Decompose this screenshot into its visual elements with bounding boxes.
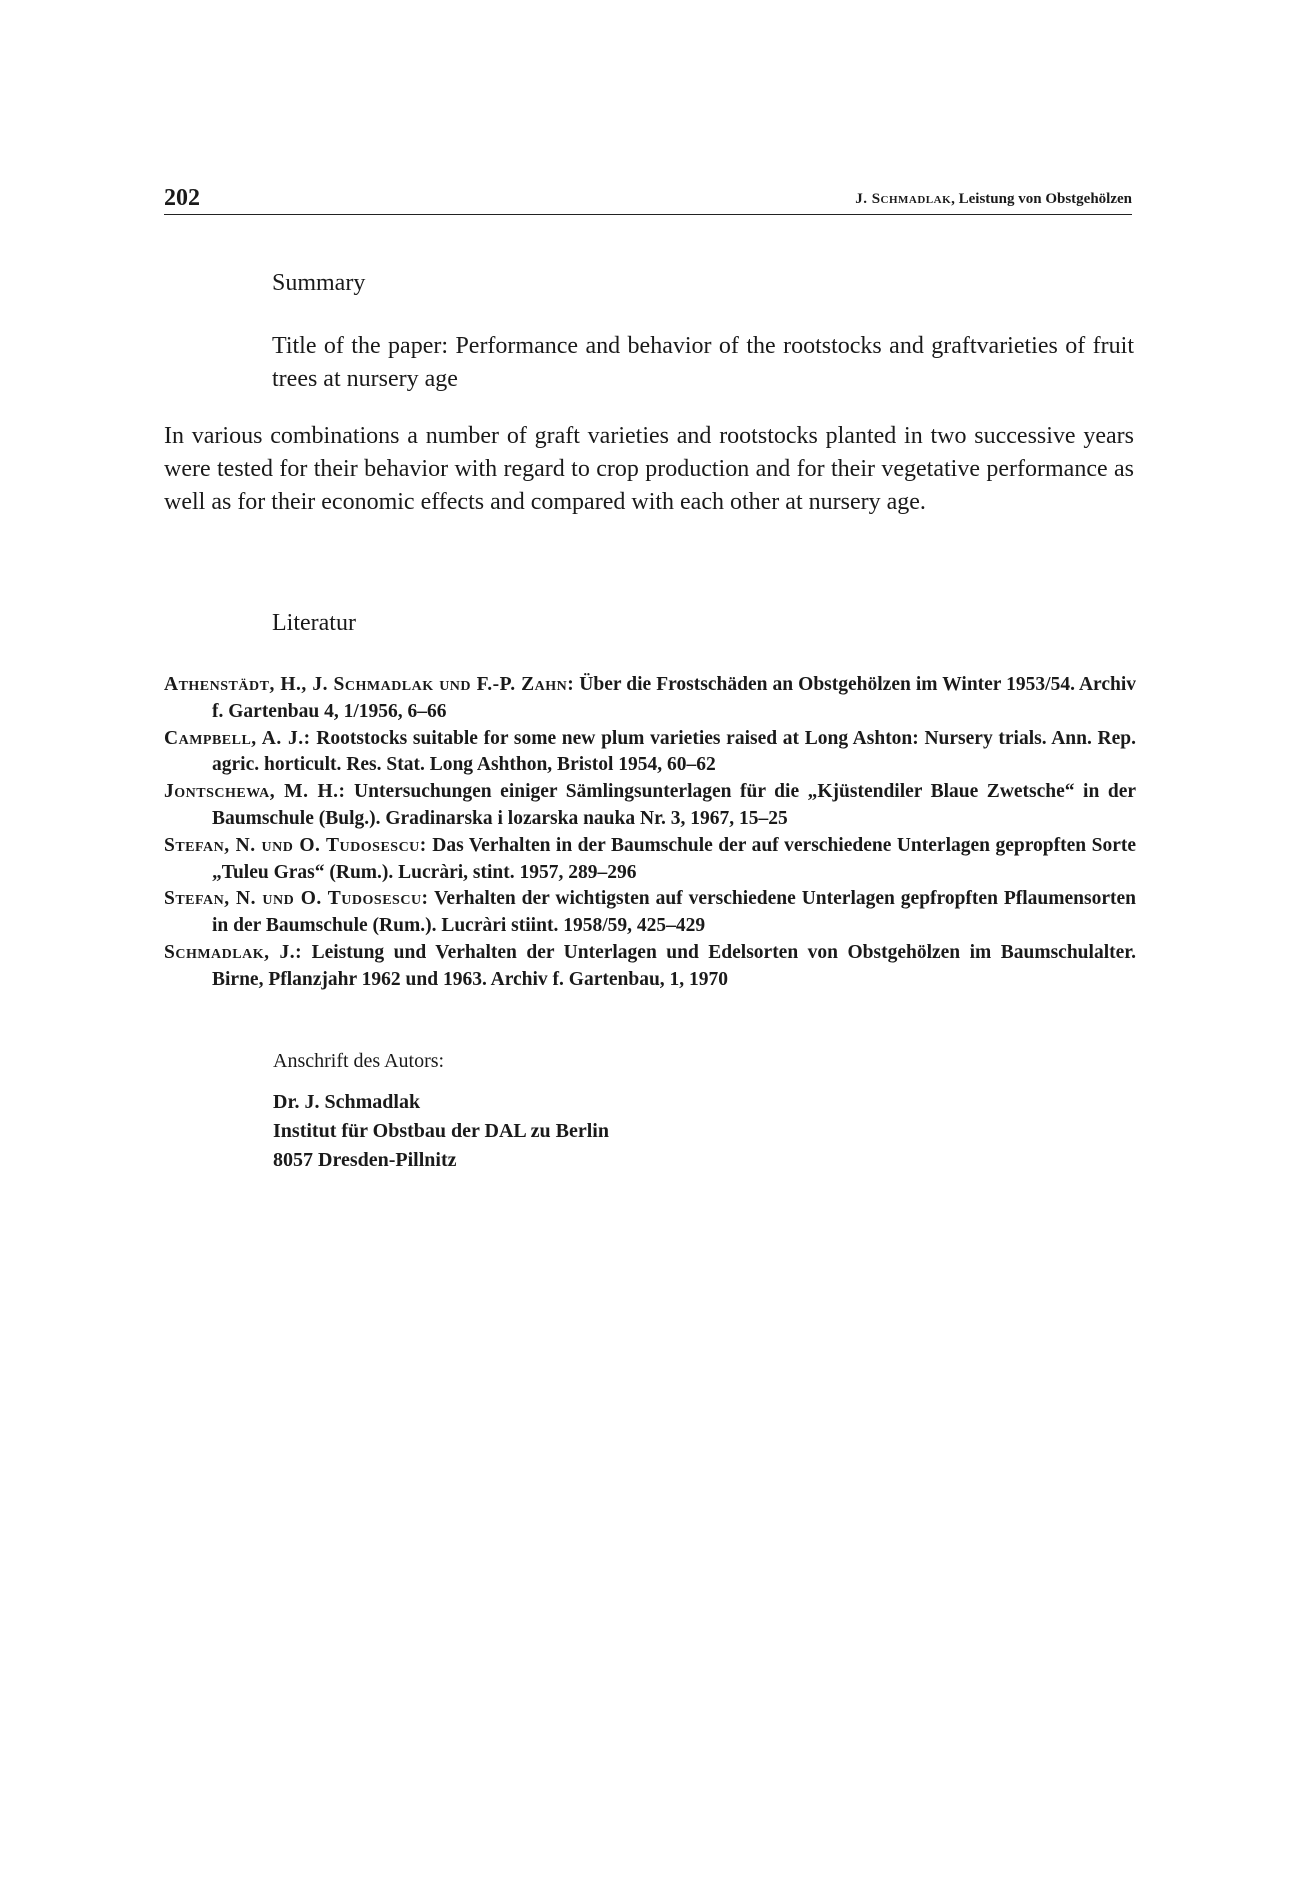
reference-authors: Campbell, A. J.: [164, 727, 311, 749]
reference-text: Über die Frostschäden an Obstgehölzen im Winter 1953/54. Archiv f. Gartenbau 4, 1/1956, 6–66 [212, 674, 1136, 722]
reference-item [164, 833, 1136, 887]
reference-text: Leistung und Verhalten der Unterlagen und Edelsorten von Obstgehölzen im Baumschulalter. Birne, Pflanzjahr 1962 und 1963. Archiv f. Gartenbau, 1, 1970 [212, 941, 1136, 990]
reference-authors: Schmadlak, J.: [164, 941, 303, 963]
reference-text: Untersuchungen einiger Sämlingsunterlagen für die „Kjüstendiler Blaue Zwetsche“ in der Baumschule (Bulg.). Gradinarska i lozarska nauka Nr. 3, 1967, 15–25 [212, 781, 1136, 829]
reference-authors: Stefan, N. und O. Tudosescu: [164, 834, 427, 856]
running-head-author: J. Schmadlak [855, 191, 952, 207]
running-head [855, 191, 1132, 208]
address-line: Dr. J. Schmadlak [273, 1091, 421, 1113]
address-line: 8057 Dresden-Pillnitz [273, 1149, 457, 1171]
reference-text: Verhalten der wichtigsten auf verschiedene Unterlagen gepfropften Pflaumensorten in der Baumschule (Rum.). Lucràri stiint. 1958/59, 425–429 [212, 888, 1136, 937]
summary-paper-title: Title of the paper: Performance and behavior of the rootstocks and graftvarieties of fruit trees at nursery age [272, 333, 1134, 392]
address-line: Institut für Obstbau der DAL zu Berlin [273, 1120, 609, 1142]
reference-authors: Stefan, N. und O. Tudosescu: [164, 888, 429, 910]
reference-item [164, 886, 1136, 940]
reference-authors: Jontschewa, M. H.: [164, 781, 346, 803]
running-head-title: , Leistung von Obstgehölzen [951, 191, 1132, 207]
reference-text: Das Verhalten in der Baumschule der auf verschiedene Unterlagen gepropften Sorte „Tuleu Gras“ (Rum.). Lucràri, stint. 1957, 289–296 [212, 834, 1137, 883]
reference-authors: Athenstädt, H., J. Schmadlak und F.-P. Zahn: [164, 674, 575, 695]
summary-abstract: In various combinations a number of graft varieties and rootstocks planted in two successive years were tested for their behavior with regard to crop production and for their vegetative performance as well as for their economic effects and compared with each other at nursery age. [164, 423, 1134, 515]
reference-item [164, 672, 1136, 726]
literature-heading: Literatur [272, 610, 356, 636]
reference-text: Rootstocks suitable for some new plum varieties raised at Long Ashton: Nursery trials. Ann. Rep. agric. horticult. Res. Stat. Long Ashthon, Bristol 1954, 60–62 [212, 727, 1136, 776]
reference-item [164, 779, 1136, 833]
reference-item [164, 726, 1136, 780]
author-address-label: Anschrift des Autors: [273, 1050, 445, 1072]
reference-item [164, 940, 1136, 994]
author-address [273, 1088, 609, 1175]
page-number: 202 [164, 185, 200, 211]
page-header [164, 178, 1132, 215]
summary-heading: Summary [272, 270, 366, 296]
reference-list [164, 672, 1136, 994]
